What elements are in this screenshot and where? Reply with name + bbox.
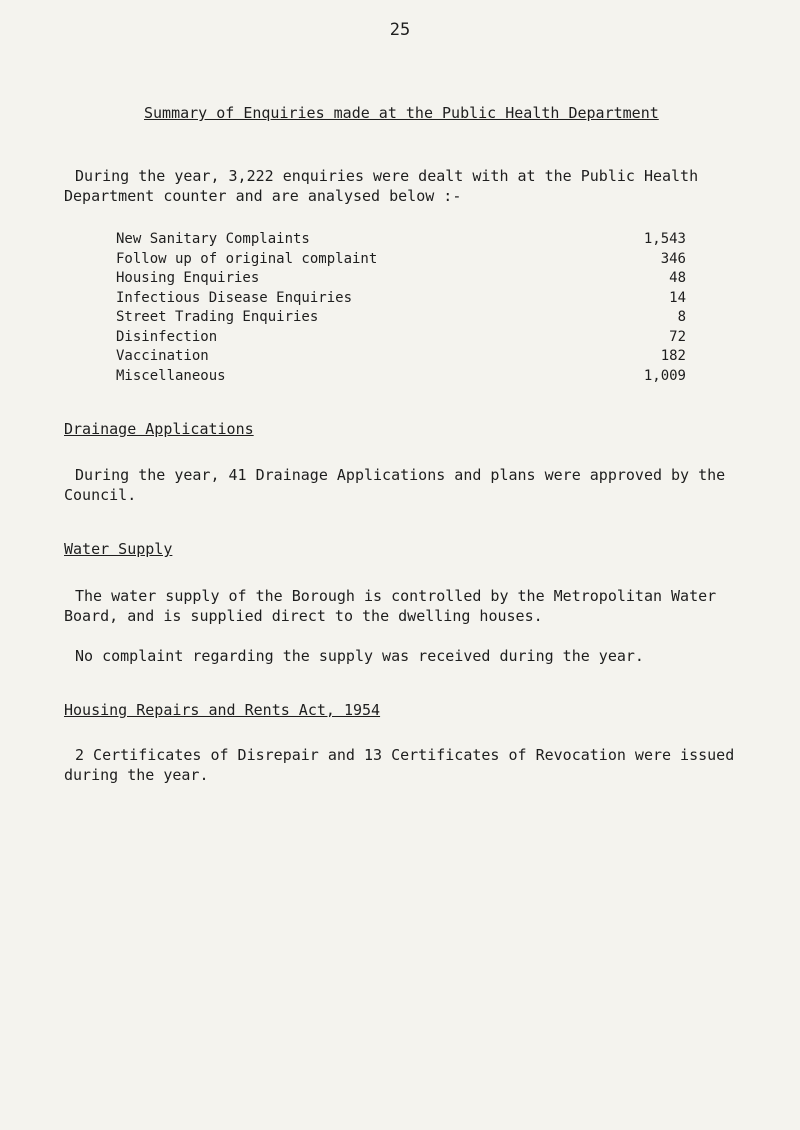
- item-value: 72: [669, 328, 686, 345]
- drainage-text: During the year, 41 Drainage Applications and plans were approved by the Council.: [64, 466, 726, 504]
- item-label: Housing Enquiries: [116, 270, 260, 286]
- item-value: 182: [660, 348, 686, 364]
- item-label: Vaccination: [116, 348, 209, 364]
- item-value: 48: [669, 270, 686, 286]
- housing-heading: Housing Repairs and Rents Act, 1954: [64, 701, 381, 719]
- summary-heading: Summary of Enquiries made at the Public Health Department: [144, 104, 659, 122]
- water-text-2: No complaint regarding the supply was received during the year.: [75, 647, 644, 665]
- list-item: [116, 250, 686, 270]
- item-label: New Sanitary Complaints: [116, 231, 310, 247]
- list-item: [116, 308, 686, 328]
- item-value: 1,009: [643, 367, 686, 384]
- list-item: [116, 367, 686, 387]
- item-value: 1,543: [643, 231, 686, 247]
- housing-text: 2 Certificates of Disrepair and 13 Certificates of Revocation were issued during the year.: [64, 746, 735, 784]
- item-label: Disinfection: [116, 328, 218, 345]
- water-heading: Water Supply: [64, 540, 173, 558]
- item-value: 14: [669, 289, 686, 306]
- list-item: [116, 269, 686, 289]
- item-label: Infectious Disease Enquiries: [116, 289, 353, 306]
- item-value: 8: [677, 309, 686, 325]
- list-item: [116, 328, 686, 348]
- list-item: [116, 289, 686, 309]
- summary-intro: During the year, 3,222 enquiries were dealt with at the Public Health Department counter and are analysed below :-: [64, 167, 699, 205]
- item-label: Follow up of original complaint: [116, 250, 378, 267]
- drainage-heading: Drainage Applications: [64, 420, 254, 438]
- list-item: [116, 230, 686, 250]
- page-number: 25: [389, 20, 411, 40]
- enquiries-list: [116, 230, 686, 386]
- water-text-1: The water supply of the Borough is controlled by the Metropolitan Water Board, and is supplied direct to the dwelling houses.: [64, 587, 717, 625]
- list-item: [116, 347, 686, 367]
- item-label: Miscellaneous: [116, 367, 226, 384]
- item-label: Street Trading Enquiries: [116, 309, 319, 325]
- item-value: 346: [660, 250, 686, 267]
